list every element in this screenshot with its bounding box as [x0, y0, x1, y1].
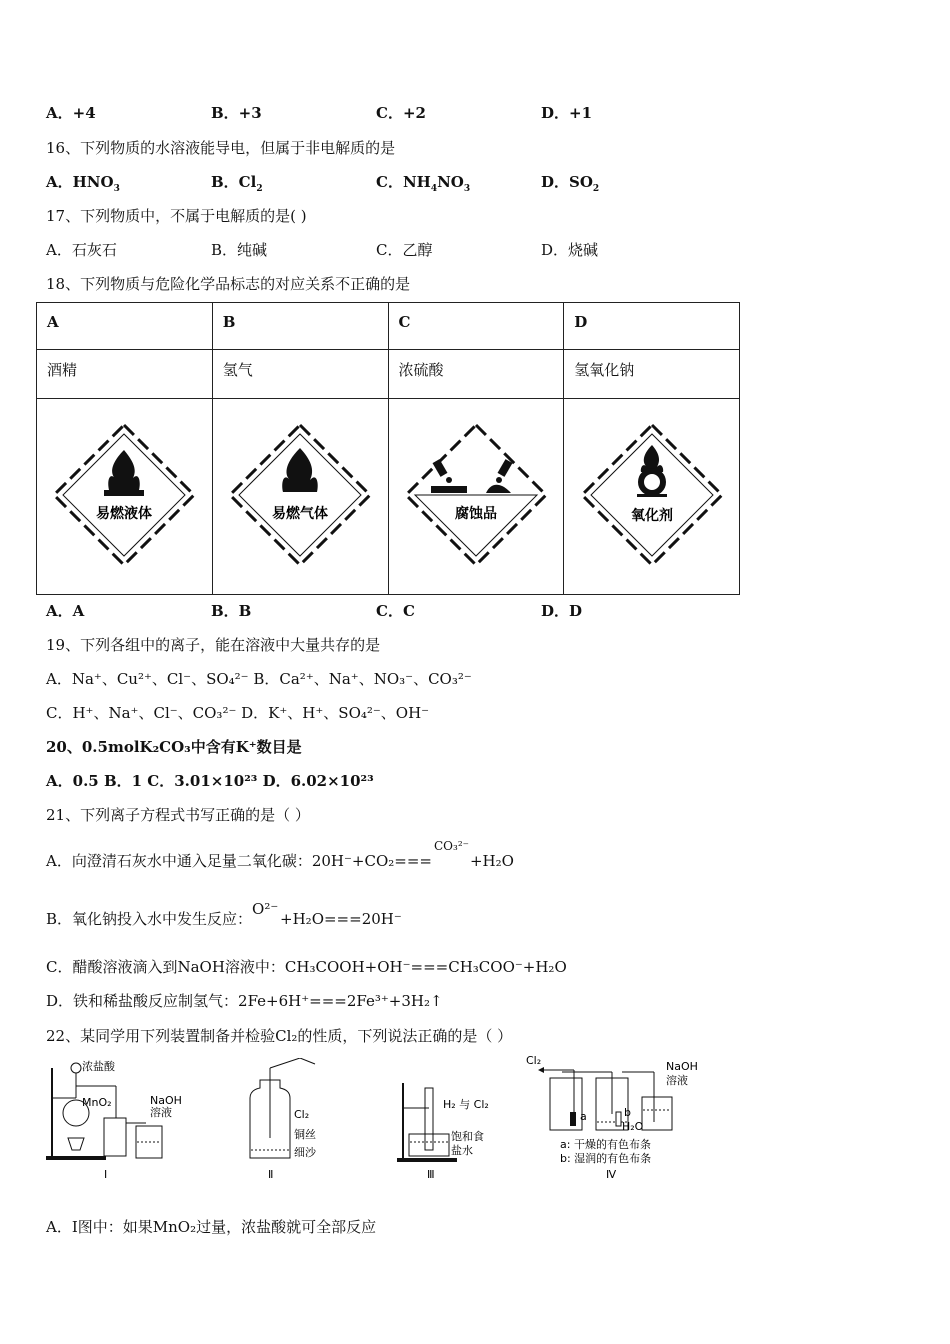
q18-option-c: C．C [376, 602, 415, 620]
q15-option-c: C．+2 [376, 104, 426, 122]
q18-stem: 18、下列物质与危险化学品标志的对应关系不正确的是 [46, 275, 411, 293]
fig1-label: Ⅰ [104, 1168, 108, 1181]
fig1-solution-label: 溶液 [150, 1106, 172, 1119]
fig1-mno2-label: MnO₂ [82, 1096, 112, 1109]
fig2-sand-label: 细沙 [294, 1146, 316, 1159]
q21-option-d: D．铁和稀盐酸反应制氢气：2Fe+6H⁺===2Fe³⁺+3H₂↑ [46, 992, 443, 1010]
apparatus-1 [46, 1058, 196, 1183]
hazard-letter-b: B [212, 303, 388, 350]
q18-option-d: D．D [541, 602, 583, 620]
q15-option-b: B．+3 [211, 104, 262, 122]
hazard-sign-cell-a [37, 399, 213, 595]
q18-options [46, 600, 706, 621]
q17-option-b: B．纯碱 [211, 241, 268, 259]
q21-option-b-text: B．氧化钠投入水中发生反应： [46, 910, 253, 928]
fig3-label: Ⅲ [427, 1168, 435, 1181]
fig4-cl2-label: Cl₂ [526, 1054, 542, 1067]
q17-options [46, 239, 706, 260]
fig4-b-label: b [624, 1106, 631, 1119]
hazard-letter-d: D [564, 303, 740, 350]
q22-option-a: A．Ⅰ图中：如果MnO₂过量，浓盐酸就可全部反应 [46, 1218, 377, 1236]
q17-option-a: A．石灰石 [46, 241, 117, 259]
fig3-gas-label: H₂ 与 Cl₂ [443, 1098, 489, 1111]
label-corrosive: 腐蚀品 [454, 505, 497, 522]
hazard-sign-cell-c [388, 399, 564, 595]
q19-stem: 19、下列各组中的离子，能在溶液中大量共存的是 [46, 636, 381, 654]
fig4-solution-label: 溶液 [666, 1074, 688, 1087]
substance-c: 浓硫酸 [388, 350, 564, 399]
apparatus-4 [524, 1052, 714, 1183]
corrosive-icon [401, 420, 551, 570]
q19-line-cd: C．H⁺、Na⁺、Cl⁻、CO₃²⁻ D．K⁺、H⁺、SO₄²⁻、OH⁻ [46, 704, 430, 722]
hazard-letter-c: C [388, 303, 564, 350]
q17-stem: 17、下列物质中，不属于电解质的是( ) [46, 207, 307, 225]
flammable-liquid-icon [49, 420, 199, 570]
substance-a: 酒精 [37, 350, 213, 399]
oxidizer-icon [577, 420, 727, 570]
fig4-naoh-label: NaOH [666, 1060, 698, 1073]
q15-options [46, 102, 706, 123]
fig1-naoh-label: NaOH [150, 1094, 182, 1107]
q21-stem: 21、下列离子方程式书写正确的是（ ） [46, 806, 310, 824]
hazard-sign-cell-d [564, 399, 740, 595]
q16-option-d: D．$SO_2$ [541, 173, 600, 194]
fig2-label: Ⅱ [268, 1168, 274, 1181]
q17-option-d: D．烧碱 [541, 241, 599, 259]
fig4-water-label: H₂O [622, 1120, 644, 1133]
q21-option-b-tail: +H₂O===20H⁻ [280, 910, 402, 928]
q16-option-a: A．$HNO_3$ [46, 173, 120, 194]
q18-option-b: B．B [211, 602, 252, 620]
q21-option-c: C．醋酸溶液滴入到NaOH溶液中：CH₃COOH+OH⁻===CH₃COO⁻+H₂O [46, 958, 567, 976]
apparatus-3 [395, 1058, 505, 1183]
fig3-brine-label-2: 盐水 [451, 1144, 473, 1157]
q16-stem: 16、下列物质的水溶液能导电，但属于非电解质的是 [46, 139, 396, 157]
fig4-note-a: a: 干燥的有色布条 [560, 1138, 651, 1151]
q15-option-a: A．+4 [46, 104, 96, 122]
q21-option-a-tail: +H₂O [469, 852, 514, 870]
fig1-acid-label: 浓盐酸 [82, 1060, 115, 1073]
q21-option-b-ion: O²⁻ [252, 900, 279, 918]
substance-b: 氢气 [212, 350, 388, 399]
fig2-cl2-label: Cl₂ [294, 1108, 310, 1121]
q16-option-c: C．$NH_4NO_3$ [376, 173, 471, 194]
q21-option-a-text: A．向澄清石灰水中通入足量二氧化碳：20H⁻+CO₂=== [46, 852, 432, 870]
fig4-note-b: b: 湿润的有色布条 [560, 1152, 652, 1165]
label-flammable-liquid: 易燃液体 [96, 505, 153, 522]
q15-option-d: D．+1 [541, 104, 593, 122]
q18-option-a: A．A [46, 602, 85, 620]
q17-option-c: C．乙醇 [376, 241, 433, 259]
fig4-a-label: a [580, 1110, 587, 1123]
flammable-gas-icon [225, 420, 375, 570]
hazard-table [36, 302, 740, 595]
fig4-label: Ⅳ [606, 1168, 617, 1181]
q21-option-a-ion: CO₃²⁻ [433, 839, 469, 853]
fig3-brine-label-1: 饱和食 [451, 1130, 484, 1143]
hazard-sign-cell-b [212, 399, 388, 595]
q22-stem: 22、某同学用下列装置制备并检验Cl₂的性质，下列说法正确的是（ ） [46, 1027, 513, 1045]
q16-option-b: B．$Cl_2$ [211, 173, 263, 194]
q20-stem: 20、0.5molK₂CO₃中含有K⁺数目是 [46, 738, 302, 756]
q21-option-a [46, 839, 514, 871]
substance-d: 氢氧化钠 [564, 350, 740, 399]
q16-options [46, 171, 706, 194]
hazard-letter-a: A [37, 303, 213, 350]
apparatus-2 [240, 1058, 350, 1183]
fig2-copper-label: 铜丝 [294, 1128, 316, 1141]
q20-options: A．0.5 B．1 C．3.01×10²³ D．6.02×10²³ [46, 772, 374, 790]
q21-option-b [46, 900, 402, 929]
label-oxidizer: 氧化剂 [630, 507, 673, 524]
label-flammable-gas: 易燃气体 [272, 505, 329, 522]
q19-line-ab: A．Na⁺、Cu²⁺、Cl⁻、SO₄²⁻ B．Ca²⁺、Na⁺、NO₃⁻、CO₃²⁻ [46, 670, 472, 688]
